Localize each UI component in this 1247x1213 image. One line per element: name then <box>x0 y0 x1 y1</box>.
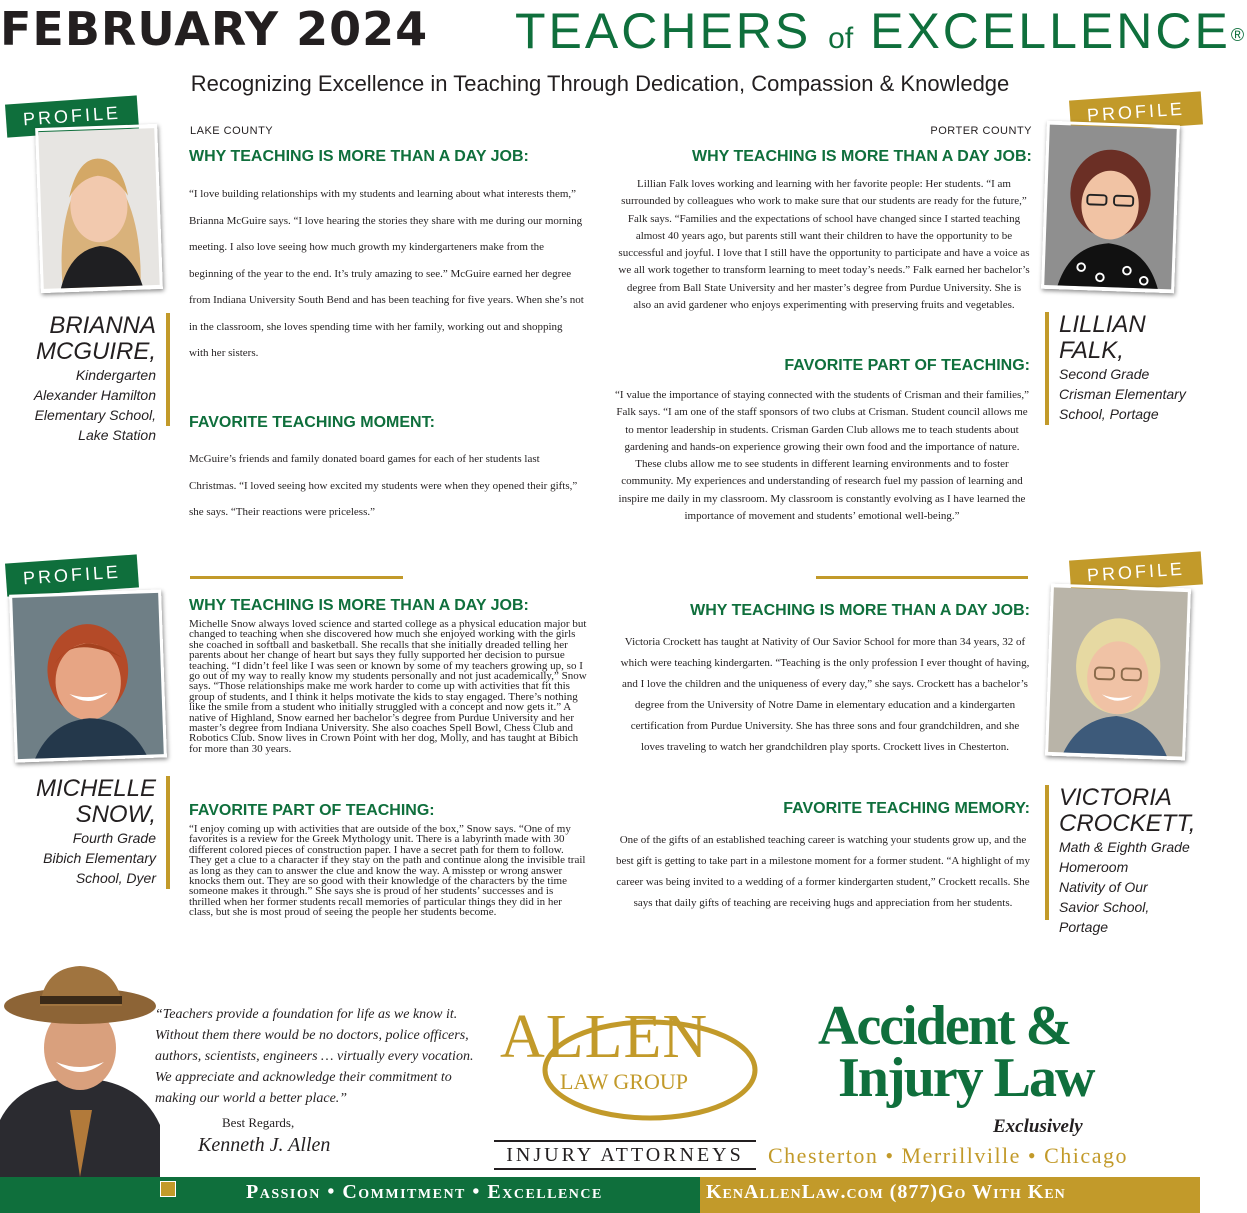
info-snow-0: Fourth Grade <box>72 830 156 846</box>
county-mcguire: LAKE COUNTY <box>190 125 274 137</box>
masthead-month: FEBRUARY 2024 <box>0 2 429 56</box>
attorney-signature: Kenneth J. Allen <box>198 1134 331 1156</box>
text-snow-part: “I enjoy coming up with activities that are outside of the box,” Snow says. “One of my favorites is a review for the Greek Mythology unit. There is a labyrinth made with 30 different colored pieces of construction paper. I have a secret path for them to follow. They get a clue to a character if they stay on the path and continue along the invisible trail as long as they can to answer the clue and know the way. A misstep or wrong answer knocks them out. They are so good with their knowledge of the characters by the time someone makes it through.” She says she is proud of her students’ successes and is thrilled when her former students recall memories of particular things they did in her class, but she is most proud of seeing the people her students become. <box>189 823 586 919</box>
name-snow-first: MICHELLE <box>35 775 156 802</box>
name-mcguire-last: MCGUIRE, <box>36 338 156 365</box>
profile-tag-crockett: PROFILE <box>1069 551 1203 593</box>
portrait-snow-image <box>12 593 164 760</box>
masthead-title <box>515 2 1247 68</box>
info-crockett-0: Math & Eighth Grade <box>1059 839 1190 855</box>
portrait-crockett-image <box>1048 587 1188 758</box>
profile-tag-falk: PROFILE <box>1069 91 1203 133</box>
heading-crockett-why: WHY TEACHING IS MORE THAN A DAY JOB: <box>690 602 1030 619</box>
name-snow-last: SNOW, <box>75 801 156 828</box>
aiw-logo-line3: Exclusively <box>993 1116 1083 1137</box>
text-falk-why: Lillian Falk loves working and learning with her favorite people: Her students. “I am surrounded by colleagues who work to make sure that our students are ready for the future,” Falk says. “Families and the expectations of school have changed since I started teaching almost 40 years ago, but parents still want their children to have the opportunity to be successful and joyful. I love that I still have the opportunity to participate and have a voice as we all work together to transform learning to meet today’s needs.” Falk earned her bachelor’s degree from Ball State University and her master’s degree from Purdue University. She is also an avid gardener who enjoys experimenting with preserving fruits and vegetables. <box>618 178 1030 312</box>
text-snow-why: Michelle Snow always loved science and started college as a physical education major but changed to teaching when she discovered how much she enjoyed working with the girls she coached in softball and basketball. She recalls that she initially dreaded telling her parents about her change of heart but says they fully supported her decision to pursue teaching. “I didn’t feel like I was seen or known by some of my teachers growing up, so I go out of my way to really know my students personally and not just academically,” Snow says. “Those relationships make me work harder to come up with activities that fit this group of students, and I think it helps motivate the kids to stay engaged. There’s nothing like the smile from a student who initially struggled with a concept and now gets it.” A native of Highland, Snow earned her bachelor’s degree from Purdue University and her master’s degree from Indiana University. She also coaches Spell Bowl, Chess Club and Robotics Club. Snow lives in Crown Point with her dog, Molly, and has taught at Bibich for more than 30 years. <box>189 618 587 755</box>
photo-snow <box>9 589 167 762</box>
regards-text: Best Regards, <box>222 1115 295 1130</box>
text-mcguire-moment: McGuire’s friends and family donated board games for each of her students last Christmas. “I loved seeing how excited my students were when they opened their gifts,” she says. “Their reactions were priceless.” <box>189 453 578 518</box>
profile-tag-snow: PROFILE <box>5 554 139 596</box>
divider-right <box>816 576 1028 579</box>
info-falk-0: Second Grade <box>1059 366 1150 382</box>
info-crockett-3: Savior School, Portage <box>1059 899 1150 935</box>
title-excellence: EXCELLENCE <box>870 3 1231 59</box>
attorney-photo <box>0 960 160 1177</box>
title-of: of <box>828 22 854 55</box>
footer-website-phone[interactable]: KenAllenLaw.com (877)Go With Ken <box>706 1181 1066 1203</box>
title-teachers: TEACHERS <box>515 3 812 59</box>
photo-crockett <box>1045 584 1191 761</box>
info-mcguire-3: Lake Station <box>78 427 156 443</box>
photo-mcguire <box>35 124 163 293</box>
name-crockett-last: CROCKETT, <box>1059 810 1196 837</box>
photo-falk <box>1041 121 1180 294</box>
injury-attorneys-text: INJURY ATTORNEYS <box>494 1140 756 1170</box>
divider-left <box>190 576 403 579</box>
info-falk-1: Crisman Elementary <box>1059 386 1186 402</box>
registered-mark: ® <box>1230 25 1247 45</box>
attorney-portrait-image <box>0 960 160 1177</box>
portrait-falk-image <box>1044 124 1177 290</box>
name-block-crockett <box>1045 784 1199 935</box>
info-falk-2: School, Portage <box>1059 406 1159 422</box>
pin-badge-icon <box>160 1181 176 1197</box>
text-mcguire-why: “I love building relationships with my students and learning about what interests them,” Brianna McGuire says. “I love hearing the stories they share with me during our morning meeting. I also love seeing how much growth my kindergarteners make from the beginning of the year to the end. It’s truly amazing to see.” McGuire earned her degree from Indiana University South Bend and has been teaching for five years. When she’s not in the classroom, she loves spending time with her family, working out and shopping with her sisters. <box>189 188 584 359</box>
info-mcguire-1: Alexander Hamilton <box>33 387 156 403</box>
aiw-logo-line1: Accident & <box>818 995 1071 1057</box>
heading-falk-part: FAVORITE PART OF TEACHING: <box>784 357 1030 374</box>
info-crockett-1: Homeroom <box>1059 859 1129 875</box>
info-snow-1: Bibich Elementary <box>43 850 156 866</box>
profile-tag-mcguire: PROFILE <box>5 95 139 137</box>
law-group-text: LAW GROUP <box>560 1069 689 1094</box>
name-block-snow <box>20 776 170 889</box>
portrait-mcguire-image <box>38 127 159 290</box>
heading-snow-why: WHY TEACHING IS MORE THAN A DAY JOB: <box>189 597 529 614</box>
heading-mcguire-moment: FAVORITE TEACHING MOMENT: <box>189 414 435 431</box>
name-falk-last: FALK, <box>1059 337 1124 364</box>
heading-snow-part: FAVORITE PART OF TEACHING: <box>189 802 435 819</box>
name-falk-first: LILLIAN <box>1059 311 1146 338</box>
name-block-mcguire <box>20 312 170 443</box>
text-crockett-memory: One of the gifts of an established teaching career is watching your students grow up, and the best gift is getting to take part in a milestone moment for a former student. “A highlight of my career was being invited to a wedding of a former kindergarten student,” Crockett recalls. She says that daily gifts of teaching are receiving hugs and appreciation from her students. <box>616 834 1030 909</box>
heading-crockett-memory: FAVORITE TEACHING MEMORY: <box>783 800 1030 817</box>
name-crockett-first: VICTORIA <box>1059 784 1172 811</box>
text-falk-part: “I value the importance of staying connected with the students of Crisman and their families,” Falk says. “I am one of the staff sponsors of two clubs at Crisman. Student council allows me to mentor leadership in students. Crisman Garden Club allows me to teach students about gardening and hands-on experience growing their own food and the importance of nature. These clubs allow me to see students in different learning environments and to foster community. My experiences and understanding of research fuel my passion of learning and inspire me daily in my classroom. My classroom is constantly evolving as I have learned the importance of movement and students’ emotional well-being.” <box>615 389 1029 523</box>
aiw-logo-line2: Injury Law <box>838 1047 1094 1109</box>
info-mcguire-2: Elementary School, <box>34 407 156 423</box>
info-snow-2: School, Dyer <box>75 870 156 886</box>
footer-slogan: Passion • Commitment • Excellence <box>246 1181 603 1203</box>
info-crockett-2: Nativity of Our <box>1059 879 1148 895</box>
office-cities: Chesterton • Merrillville • Chicago <box>768 1143 1128 1168</box>
info-mcguire-0: Kindergarten <box>75 367 156 383</box>
name-block-falk <box>1045 312 1195 425</box>
heading-mcguire-why: WHY TEACHING IS MORE THAN A DAY JOB: <box>189 148 529 165</box>
county-falk: PORTER COUNTY <box>930 125 1032 137</box>
name-mcguire-first: BRIANNA <box>49 312 156 339</box>
attorney-quote: “Teachers provide a foundation for life as we know it. Without them there would be no doctors, police officers, authors, scientists, engineers … virtually every vocation. We appreciate and acknowledge their commitment to making our world a better place.” <box>155 1007 474 1106</box>
masthead-subtitle: Recognizing Excellence in Teaching Through Dedication, Compassion & Knowledge <box>190 71 1010 96</box>
allen-logo-text: ALLEN <box>500 1003 709 1071</box>
heading-falk-why: WHY TEACHING IS MORE THAN A DAY JOB: <box>692 148 1032 165</box>
text-crockett-why: Victoria Crockett has taught at Nativity of Our Savior School for more than 34 years, 32 of which were teaching kindergarten. “Teaching is the only profession I ever thought of having, and I love the children and the uniqueness of every day,” she says. Crockett has a bachelor’s degree from the University of Notre Dame in elementary education and a kindergarten certification from Purdue University. She has three sons and four grandchildren, and she loves traveling to watch her grandchildren play sports. Crockett lives in Chesterton. <box>620 636 1030 753</box>
